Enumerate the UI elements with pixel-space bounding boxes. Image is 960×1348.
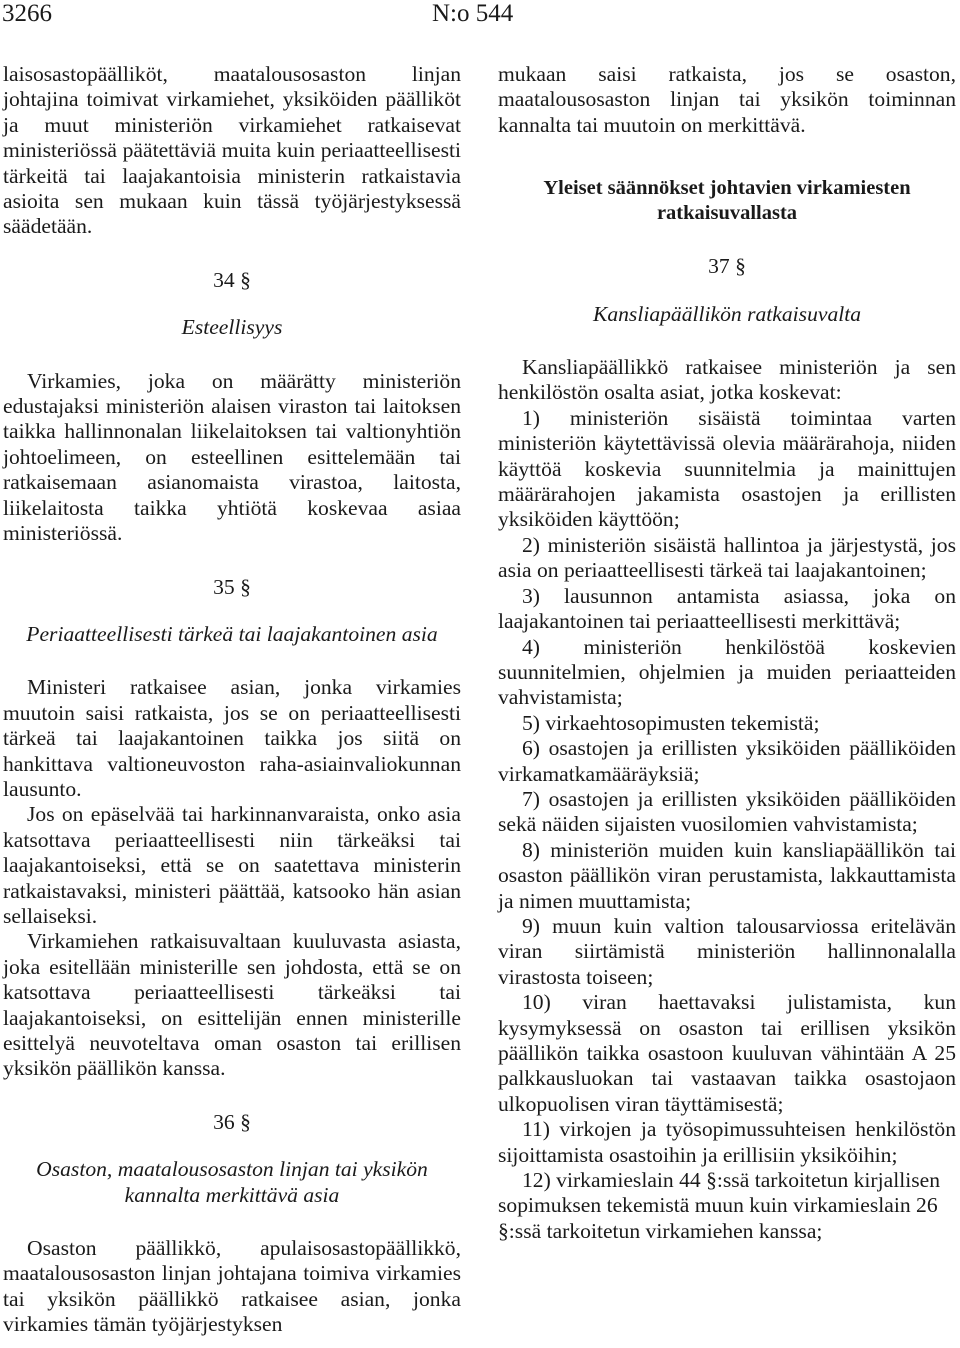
page-number: 3266 [2,0,52,27]
section-36-number: 36 § [213,1109,251,1134]
section-34-paragraph: Virkamies, joka on määrätty ministeriön edustajaksi ministeriön alaisen viraston tai laitoksen taikka hallinnonalan liikelaitoksen tai valtionyhtiön johtoelimeen, on esteellinen esittelemään tai ratkaisemaan asianomaista virastoa, laitosta, liikelaitosta taikka yhtiötä koskevaa asiaa ministeriössä. [3,368,461,546]
list-item: 6) osastojen ja erillisten yksiköiden päälliköiden virkamatkamääräyksiä; [498,736,956,786]
list-item: 2) ministeriön sisäistä hallintoa ja järjestystä, jos asia on periaatteellisesti tärkeä tai laajakantoinen; [498,532,956,583]
section-35-paragraph-3: Virkamiehen ratkaisuvaltaan kuuluvasta asiasta, joka esitellään ministerille sen johdosta, että se on katsottava periaatteellisesti tärkeäksi tai laajakantoiseksi, on esittelijän ennen ministerille esittelyä neuvoteltava oman osaston tai erillisen yksikön päällikön kanssa. [3,929,461,1081]
list-item: 3) lausunnon antamista asiassa, joka on laajakantoinen tai periaatteellisesti merkittävä; [498,583,956,634]
section-34-number: 34 § [213,267,251,292]
list-item: 5) virkaehtosopimusten tekemistä; [522,710,820,735]
section-37-number: 37 § [708,254,746,279]
right-column [498,62,956,1244]
list-item: 7) osastojen ja erillisten yksiköiden päälliköiden sekä näiden sijaisten vuosilomien vahvistamista; [498,786,956,837]
section-35-title: Periaatteellisesti tärkeä tai laajakantoinen asia [26,621,438,646]
section-36-paragraph: Osaston päällikkö, apulaisosastopäällikkö, maatalousosaston linjan johtajana toimiva virkamies tai yksikön päällikkö ratkaisee asian, jonka virkamies tämän työjärjestyksen [3,1236,461,1337]
left-column [3,62,461,1338]
section-35-paragraph-1: Ministeri ratkaisee asian, jonka virkamies muutoin saisi ratkaista, jos se on periaatteellisesti tärkeä tai laajakantoinen taikka jos siitä on hankittava valtioneuvoston raha-asiainvaliokunnan lausunto. [3,675,461,801]
list-item: 1) ministeriön sisäistä toimintaa varten ministeriön käytettävissä olevia määrärahoja, niiden käyttöä koskevia suunnitelmia ja mainittujen määrärahojen jakamista osastojen ja erillisten yksiköiden käyttöön; [498,405,956,532]
section-35-paragraph-2: Jos on epäselvää tai harkinnanvaraista, onko asia katsottava periaatteellisesti niin tärkeäksi tai laajakantoiseksi, että se on saatettava ministerin ratkaistavaksi, ministeri päättää, katsooko hän asian sellaiseksi. [3,802,461,928]
chapter-title: Yleiset säännökset johtavien virkamiesten ratkaisuvallasta [543,177,911,225]
intro-paragraph: laisosastopäälliköt, maatalousosaston linjan johtajina toimivat virkamiehet, yksiköiden päälliköt ja muut ministeriön virkamiehet ratkaisevat ministeriössä päätettäviä muita kuin periaatteellisesti tärkeitä tai laajakantoisia ministerin ratkaistavia asioita sen mukaan kuin tässä työjärjestyksessä säädetään. [3,62,461,239]
page-header [0,0,960,30]
document-number: N:o 544 [432,0,514,27]
section-37-title: Kansliapäällikön ratkaisuvalta [592,301,862,326]
list-item: 12) virkamieslain 44 §:ssä tarkoitetun kirjallisen sopimuksen tekemistä muun kuin virkamieslain 26 §:ssä tarkoitetun virkamiehen kanssa; [498,1168,940,1243]
section-37-lead: Kansliapäällikkö ratkaisee ministeriön ja sen henkilöstön osalta asiat, jotka koskevat: [498,355,956,405]
section-35-number: 35 § [213,574,251,599]
continuation-paragraph: mukaan saisi ratkaista, jos se osaston, maatalousosaston linjan tai yksikön toiminnan kannalta tai muutoin on merkittävä. [498,62,956,137]
list-item: 9) muun kuin valtion talousarviossa eritelävän viran siirtämistä ministeriön hallinnonalalla virastosta toiseen; [498,913,956,989]
list-item: 10) viran haettavaksi julistamista, kun kysymyksessä on osaston tai erillisen yksikön päällikön taikka osastoon kuuluvan vähintään A 25 palkkausluokan tai vastaavan taikka osastojaon ulkopuolisen viran täyttämisestä; [498,990,956,1116]
list-item: 11) virkojen ja työsopimussuhteisen henkilöstön sijoittamista osastoihin ja erillisiin yksiköihin; [498,1117,956,1167]
list-item: 4) ministeriön henkilöstöä koskevien suunnitelmien, ohjelmien ja muiden periaatteiden vahvistamista; [498,634,956,710]
list-item: 8) ministeriön muiden kuin kansliapäällikön tai osaston päällikön viran perustamista, lakkauttamista ja nimen muuttamista; [498,837,956,913]
section-36-title: Osaston, maatalousosaston linjan tai yksikön kannalta merkittävä asia [36,1157,428,1207]
section-34-title: Esteellisyys [181,315,283,340]
